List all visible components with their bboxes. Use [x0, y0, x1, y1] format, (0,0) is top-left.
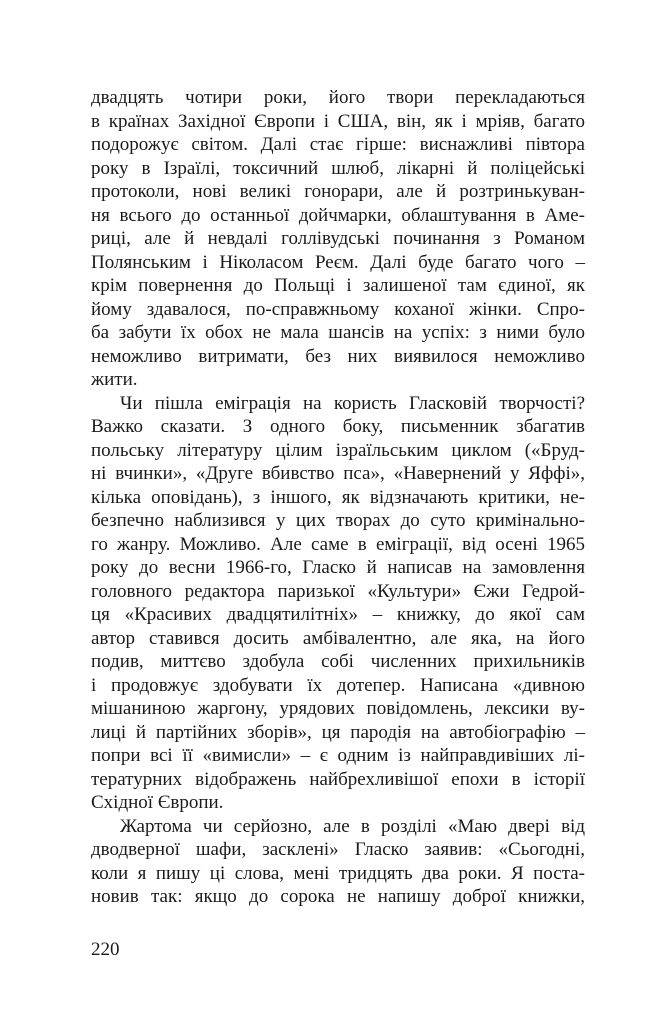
- text-line: ні вчинки», «Друге вбивство пса», «Навернений у Яффі»,: [91, 463, 585, 484]
- text-line: польську літературу цілим ізраїльським циклом («Бруд-: [91, 439, 585, 461]
- text-line: безпечно наблизився у цих творах до суто кримінально-: [91, 510, 585, 531]
- text-line: жити.: [91, 369, 138, 390]
- text-line: Полянським і Ніколасом Реєм. Далі буде багато чого –: [91, 251, 585, 273]
- text-line: і продовжує здобувати їх дотепер. Написана «дивною: [91, 674, 585, 696]
- text-line: подорожує світом. Далі стає гірше: виснажливі півтора: [91, 134, 585, 155]
- text-line: Чи пішла еміграція на користь Гласковій творчості?: [120, 392, 585, 414]
- text-line: Важко сказати. З одного боку, письменник збагатив: [91, 416, 585, 437]
- text-line: неможливо витримати, без них виявилося неможливо: [91, 345, 585, 367]
- text-line: ба забути їх обох не мала шансів на успіх: з ними було: [91, 322, 585, 343]
- paragraph-2: [91, 392, 585, 815]
- text-line: Жартома чи серйозно, але в розділі «Маю двері від: [120, 815, 585, 837]
- text-line: автор ставився досить амбівалентно, але яка, на його: [91, 627, 585, 649]
- text-line: го жанру. Можливо. Але саме в еміграції, від осені 1965: [91, 533, 585, 555]
- text-line: риці, але й невдалі голлівудські починання з Романом: [91, 228, 585, 249]
- text-line: дводверної шафи, засклені» Гласко заявив: «Сьогодні,: [91, 839, 585, 860]
- text-line: новив так: якщо до сорока не напишу доброї книжки,: [91, 886, 585, 907]
- text-line: ня всього до останньої дойчмарки, облаштування в Аме-: [91, 204, 585, 226]
- text-line: подив, миттєво здобула собі численних прихильників: [91, 651, 585, 672]
- paragraph-3: [91, 815, 585, 909]
- body-text: [91, 86, 585, 909]
- text-line: протоколи, нові великі гонорари, але й розтринькуван-: [91, 181, 585, 202]
- text-line: ця «Красивих двадцятилітніх» – книжку, до якої сам: [91, 604, 585, 625]
- text-line: року до весни 1966-го, Гласко й написав на замовлення: [91, 557, 585, 578]
- text-line: мішаниною жаргону, урядових повідомлень, лексики ву-: [91, 698, 585, 719]
- text-line: кілька оповідань), з іншого, як відзначають критики, не-: [91, 486, 585, 508]
- paragraph-1: [91, 86, 585, 392]
- text-line: Східної Європи.: [91, 792, 224, 813]
- text-line: року в Ізраїлі, токсичний шлюб, лікарні й поліцейські: [91, 157, 585, 179]
- text-line: крім повернення до Польщі і залишеної там єдиної, як: [91, 275, 585, 296]
- text-line: попри всі її «вимисли» – є одним із найправдивіших лі-: [91, 745, 585, 766]
- text-line: йому здавалося, по-справжньому коханої жінки. Спро-: [91, 298, 585, 320]
- text-line: лиці й партійних зборів», ця пародія на автобіографію –: [91, 721, 585, 743]
- text-line: в країнах Західної Європи і США, він, як і мріяв, багато: [91, 110, 585, 132]
- text-line: коли я пишу ці слова, мені тридцять два роки. Я поста-: [91, 862, 585, 884]
- page-number: 220: [91, 939, 120, 960]
- text-line: головного редактора паризької «Культури» Єжи Гедрой-: [91, 580, 585, 602]
- text-line: тературних відображень найбрехливішої епохи в історії: [91, 768, 585, 790]
- text-line: двадцять чотири роки, його твори перекладаються: [91, 87, 585, 108]
